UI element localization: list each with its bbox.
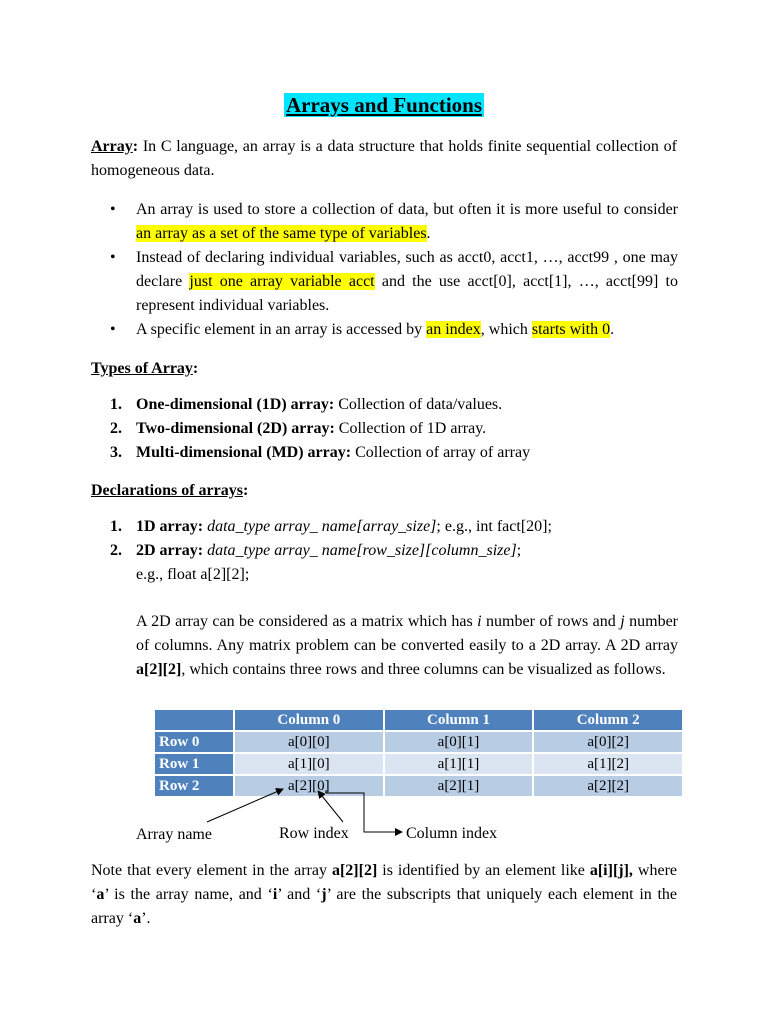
array-name-arrow bbox=[207, 789, 283, 822]
intro-text: In C language, an array is a data structure that holds finite sequential collection of homogeneous data. bbox=[91, 138, 677, 179]
list-number: 1. bbox=[110, 396, 122, 413]
list-number: 2. bbox=[110, 542, 122, 559]
table-cell: a[2][1] bbox=[384, 775, 534, 797]
list-text: Collection of 1D array. bbox=[334, 420, 487, 437]
table-header: Column 0 bbox=[234, 709, 384, 731]
row-label: Row 1 bbox=[154, 753, 234, 775]
matrix-paragraph: A 2D array can be considered as a matrix which has i number of rows and j number of columns. Any matrix problem can be converted easily to a 2D array. A 2D array a[2][2], which contains three rows and three columns can be visualized as follows. bbox=[136, 613, 679, 678]
list-number: 3. bbox=[110, 444, 122, 461]
table-cell: a[1][0] bbox=[234, 753, 384, 775]
row-label: Row 0 bbox=[154, 731, 234, 753]
code-syntax: data_type array_ name[row_size][column_size] bbox=[203, 542, 517, 559]
list-term: 2D array: bbox=[136, 542, 204, 559]
column-index-label: Column index bbox=[406, 825, 498, 842]
list-term: 1D array: bbox=[136, 518, 204, 535]
list-text: Collection of data/values. bbox=[334, 396, 503, 413]
highlighted-text: an array as a set of the same type of variables bbox=[136, 225, 427, 242]
declaration-example: e.g., float a[2][2]; bbox=[136, 566, 250, 583]
list-text: ; e.g., int fact[20]; bbox=[436, 518, 552, 535]
highlighted-text: an index bbox=[426, 321, 481, 338]
table-header: Column 2 bbox=[533, 709, 683, 731]
table-cell: a[2][2] bbox=[533, 775, 683, 797]
list-text: Collection of array of array bbox=[351, 444, 531, 461]
table-cell: a[0][1] bbox=[384, 731, 534, 753]
table-cell: a[2][0] bbox=[234, 775, 384, 797]
bullet-text: A specific element in an array is accessed by bbox=[136, 321, 427, 338]
bullet-text: . bbox=[426, 225, 431, 242]
intro-term: Array bbox=[91, 138, 133, 155]
row-index-label: Row index bbox=[279, 825, 349, 842]
list-term: One-dimensional (1D) array: bbox=[136, 396, 335, 413]
bullet-text: An array is used to store a collection of data, but often it is more useful to consider bbox=[136, 201, 678, 218]
table-cell: a[1][1] bbox=[384, 753, 534, 775]
table-cell: a[0][0] bbox=[234, 731, 384, 753]
highlighted-text: starts with 0 bbox=[531, 321, 611, 338]
bullet-icon: • bbox=[110, 321, 116, 338]
list-text: ; bbox=[516, 542, 522, 559]
bullet-icon: • bbox=[110, 201, 116, 218]
types-heading: Types of Array: bbox=[91, 360, 199, 377]
bullet-text: Instead of declaring individual variables, such as acct0, acct1, …, acct99 , one may declare bbox=[136, 249, 678, 290]
bullet-text: . bbox=[610, 321, 615, 338]
note-paragraph: Note that every element in the array a[2][2] is identified by an element like a[i][j], where ‘a’ is the array name, and ‘i’ and ‘j’ are the subscripts that uniquely each element in the array ‘a’. bbox=[91, 862, 678, 927]
declarations-heading: Declarations of arrays: bbox=[91, 482, 249, 499]
page-title: Arrays and Functions bbox=[285, 93, 483, 117]
row-label: Row 2 bbox=[154, 775, 234, 797]
bullet-text: , which bbox=[480, 321, 532, 338]
highlighted-text: just one array variable acct bbox=[189, 273, 375, 290]
list-term: Two-dimensional (2D) array: bbox=[136, 420, 335, 437]
code-syntax: data_type array_ name[array_size] bbox=[203, 518, 437, 535]
list-number: 1. bbox=[110, 518, 122, 535]
bullet-icon: • bbox=[110, 249, 116, 266]
bullet-text: and the use acct[0], acct[1], …, acct[99] to represent individual variables. bbox=[136, 273, 678, 314]
row-index-arrow bbox=[318, 791, 343, 822]
list-term: Multi-dimensional (MD) array: bbox=[136, 444, 352, 461]
list-number: 2. bbox=[110, 420, 122, 437]
table-cell: a[0][2] bbox=[533, 731, 683, 753]
intro-paragraph: Array: In C language, an array is a data structure that holds finite sequential collection of homogeneous data. bbox=[91, 138, 677, 179]
array-name-label: Array name bbox=[136, 826, 212, 843]
table-header: Column 1 bbox=[384, 709, 534, 731]
table-cell: a[1][2] bbox=[533, 753, 683, 775]
